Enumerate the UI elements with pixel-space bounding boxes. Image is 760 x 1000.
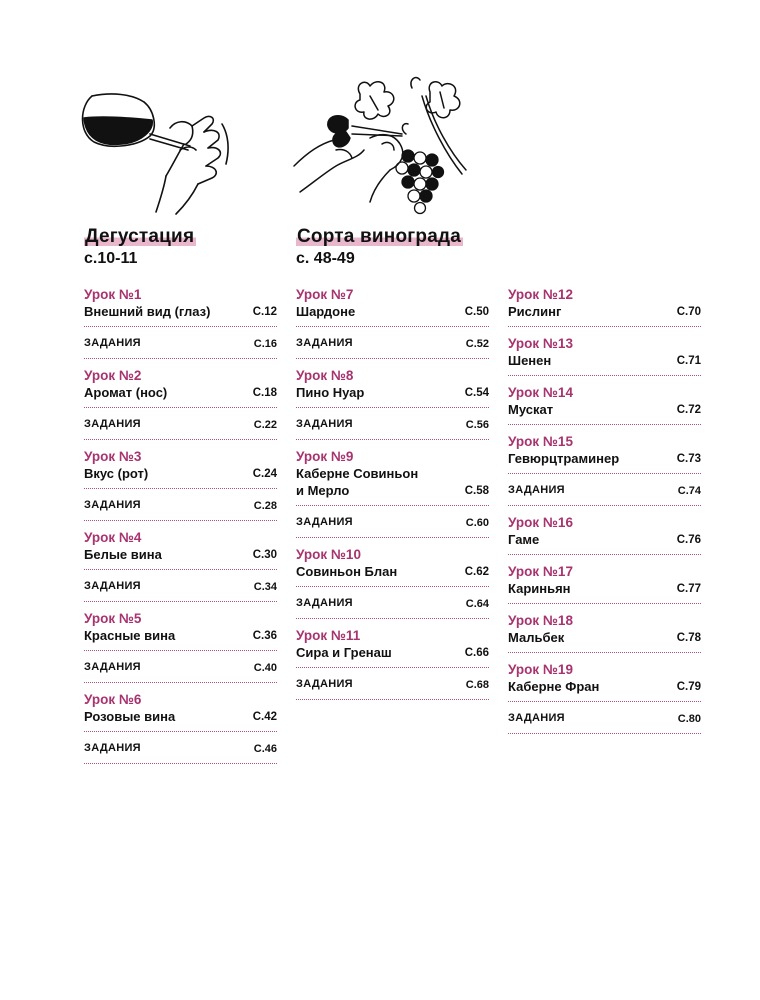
entry-page-number: С.71 xyxy=(676,355,701,367)
section-title: Сорта винограда xyxy=(297,226,461,247)
task-label: ЗАДАНИЯ xyxy=(296,597,353,609)
entry-title: Рислинг xyxy=(508,304,562,319)
section-title: Дегустация xyxy=(85,226,195,247)
entry-title: Мускат xyxy=(508,402,554,417)
task-page-number: С.52 xyxy=(465,338,489,350)
entry-page-number: С.62 xyxy=(464,566,489,578)
toc-column-3 xyxy=(508,286,701,742)
task-label: ЗАДАНИЯ xyxy=(508,712,565,724)
lesson-number: Урок №1 xyxy=(84,287,142,302)
toc-entry[interactable] xyxy=(296,644,489,668)
lesson-number: Урок №14 xyxy=(508,385,573,400)
lesson-number: Урок №7 xyxy=(296,287,354,302)
task-label: ЗАДАНИЯ xyxy=(84,499,141,511)
lesson-number: Урок №15 xyxy=(508,434,573,449)
toc-lesson xyxy=(296,448,489,538)
toc-entry[interactable] xyxy=(84,384,277,408)
toc-entry[interactable] xyxy=(84,708,277,732)
task-page-number: С.34 xyxy=(253,581,277,593)
task-label: ЗАДАНИЯ xyxy=(84,337,141,349)
toc-lesson xyxy=(296,367,489,440)
toc-entry[interactable] xyxy=(508,629,701,653)
entry-page-number: С.42 xyxy=(252,711,277,723)
entry-page-number: С.18 xyxy=(252,387,277,399)
lesson-number: Урок №19 xyxy=(508,662,573,677)
task-page-number: С.16 xyxy=(253,338,277,350)
task-page-number: С.64 xyxy=(465,598,489,610)
entry-page-number: С.76 xyxy=(676,534,701,546)
toc-entry[interactable] xyxy=(508,303,701,327)
toc-entry[interactable] xyxy=(84,303,277,327)
toc-entry[interactable] xyxy=(508,450,701,474)
lesson-number: Урок №13 xyxy=(508,336,573,351)
entry-title: Гаме xyxy=(508,532,540,547)
toc-entry[interactable] xyxy=(84,627,277,651)
toc-task-entry[interactable] xyxy=(296,327,489,359)
entry-title: Сира и Гренаш xyxy=(296,645,392,660)
toc-task-entry[interactable] xyxy=(84,570,277,602)
entry-page-number: С.79 xyxy=(676,681,701,693)
toc-entry[interactable] xyxy=(296,303,489,327)
task-page-number: С.68 xyxy=(465,679,489,691)
toc-task-entry[interactable] xyxy=(296,408,489,440)
toc-lesson xyxy=(296,627,489,700)
entry-page-number: С.36 xyxy=(252,630,277,642)
task-label: ЗАДАНИЯ xyxy=(508,484,565,496)
task-page-number: С.46 xyxy=(253,743,277,755)
toc-task-entry[interactable] xyxy=(296,668,489,700)
entry-page-number: С.54 xyxy=(464,387,489,399)
toc-entry[interactable] xyxy=(508,352,701,376)
entry-page-number: С.72 xyxy=(676,404,701,416)
grape-harvest-illustration xyxy=(290,74,470,224)
toc-lesson xyxy=(84,367,277,440)
toc-entry[interactable] xyxy=(508,580,701,604)
task-page-number: С.28 xyxy=(253,500,277,512)
toc-entry[interactable] xyxy=(296,563,489,587)
toc-lesson xyxy=(84,529,277,602)
task-page-number: С.60 xyxy=(465,517,489,529)
toc-lesson xyxy=(508,514,701,555)
task-page-number: С.40 xyxy=(253,662,277,674)
toc-lesson xyxy=(296,546,489,619)
lesson-number: Урок №18 xyxy=(508,613,573,628)
lesson-number: Урок №4 xyxy=(84,530,142,545)
lesson-number: Урок №16 xyxy=(508,515,573,530)
lesson-number: Урок №3 xyxy=(84,449,142,464)
toc-task-entry[interactable] xyxy=(508,702,701,734)
toc-lesson xyxy=(508,384,701,425)
toc-lesson xyxy=(508,433,701,506)
entry-page-number: С.12 xyxy=(252,306,277,318)
entry-title: Вкус (рот) xyxy=(84,466,149,481)
entry-title: Кариньян xyxy=(508,581,571,596)
toc-entry[interactable] xyxy=(508,531,701,555)
task-label: ЗАДАНИЯ xyxy=(84,661,141,673)
toc-lesson xyxy=(508,335,701,376)
task-label: ЗАДАНИЯ xyxy=(84,418,141,430)
lesson-number: Урок №9 xyxy=(296,449,354,464)
toc-task-entry[interactable] xyxy=(296,506,489,538)
toc-lesson xyxy=(84,610,277,683)
toc-column-1 xyxy=(84,286,277,772)
entry-page-number: С.77 xyxy=(676,583,701,595)
entry-title: Гевюрцтраминер xyxy=(508,451,620,466)
entry-page-number: С.58 xyxy=(464,485,489,497)
toc-entry[interactable] xyxy=(296,384,489,408)
task-label: ЗАДАНИЯ xyxy=(84,742,141,754)
toc-entry[interactable] xyxy=(84,546,277,570)
entry-title: Аромат (нос) xyxy=(84,385,168,400)
task-page-number: С.22 xyxy=(253,419,277,431)
lesson-number: Урок №11 xyxy=(296,628,361,643)
entry-title: Каберне Совиньон и Мерло xyxy=(296,466,419,498)
section-pages: с. 48-49 xyxy=(296,250,355,267)
toc-lesson xyxy=(84,448,277,521)
task-label: ЗАДАНИЯ xyxy=(296,678,353,690)
entry-page-number: С.73 xyxy=(676,453,701,465)
entry-page-number: С.30 xyxy=(252,549,277,561)
toc-task-entry[interactable] xyxy=(84,408,277,440)
entry-title: Совиньон Блан xyxy=(296,564,398,579)
lesson-number: Урок №10 xyxy=(296,547,361,562)
toc-entry[interactable] xyxy=(508,678,701,702)
toc-lesson xyxy=(508,286,701,327)
toc-lesson xyxy=(508,661,701,734)
lesson-number: Урок №6 xyxy=(84,692,142,707)
task-page-number: С.74 xyxy=(677,485,701,497)
lesson-number: Урок №2 xyxy=(84,368,142,383)
section-header-grapes xyxy=(296,226,463,268)
section-header-tasting xyxy=(84,226,196,268)
entry-page-number: С.50 xyxy=(464,306,489,318)
toc-entry[interactable] xyxy=(84,465,277,489)
entry-title: Белые вина xyxy=(84,547,162,562)
entry-title: Красные вина xyxy=(84,628,176,643)
toc-task-entry[interactable] xyxy=(508,474,701,506)
toc-lesson xyxy=(508,612,701,653)
toc-task-entry[interactable] xyxy=(84,489,277,521)
toc-column-2 xyxy=(296,286,489,708)
entry-title: Шенен xyxy=(508,353,552,368)
toc-entry[interactable] xyxy=(296,465,489,506)
task-label: ЗАДАНИЯ xyxy=(296,418,353,430)
entry-title: Каберне Фран xyxy=(508,679,600,694)
task-label: ЗАДАНИЯ xyxy=(84,580,141,592)
entry-title: Шардоне xyxy=(296,304,356,319)
toc-lesson xyxy=(508,563,701,604)
entry-page-number: С.70 xyxy=(676,306,701,318)
entry-page-number: С.24 xyxy=(252,468,277,480)
entry-title: Розовые вина xyxy=(84,709,176,724)
entry-title: Пино Нуар xyxy=(296,385,365,400)
toc-task-entry[interactable] xyxy=(84,732,277,764)
task-page-number: С.56 xyxy=(465,419,489,431)
toc-task-entry[interactable] xyxy=(84,651,277,683)
toc-lesson xyxy=(296,286,489,359)
section-pages: с.10-11 xyxy=(84,250,138,267)
entry-page-number: С.78 xyxy=(676,632,701,644)
lesson-number: Урок №8 xyxy=(296,368,354,383)
toc-lesson xyxy=(84,691,277,764)
entry-page-number: С.66 xyxy=(464,647,489,659)
toc-entry[interactable] xyxy=(508,401,701,425)
lesson-number: Урок №12 xyxy=(508,287,573,302)
lesson-number: Урок №17 xyxy=(508,564,573,579)
toc-lesson xyxy=(84,286,277,359)
entry-title: Мальбек xyxy=(508,630,565,645)
lesson-number: Урок №5 xyxy=(84,611,142,626)
toc-task-entry[interactable] xyxy=(296,587,489,619)
task-label: ЗАДАНИЯ xyxy=(296,337,353,349)
entry-title: Внешний вид (глаз) xyxy=(84,304,211,319)
toc-task-entry[interactable] xyxy=(84,327,277,359)
task-page-number: С.80 xyxy=(677,713,701,725)
task-label: ЗАДАНИЯ xyxy=(296,516,353,528)
wine-glass-tasting-illustration xyxy=(72,84,242,219)
